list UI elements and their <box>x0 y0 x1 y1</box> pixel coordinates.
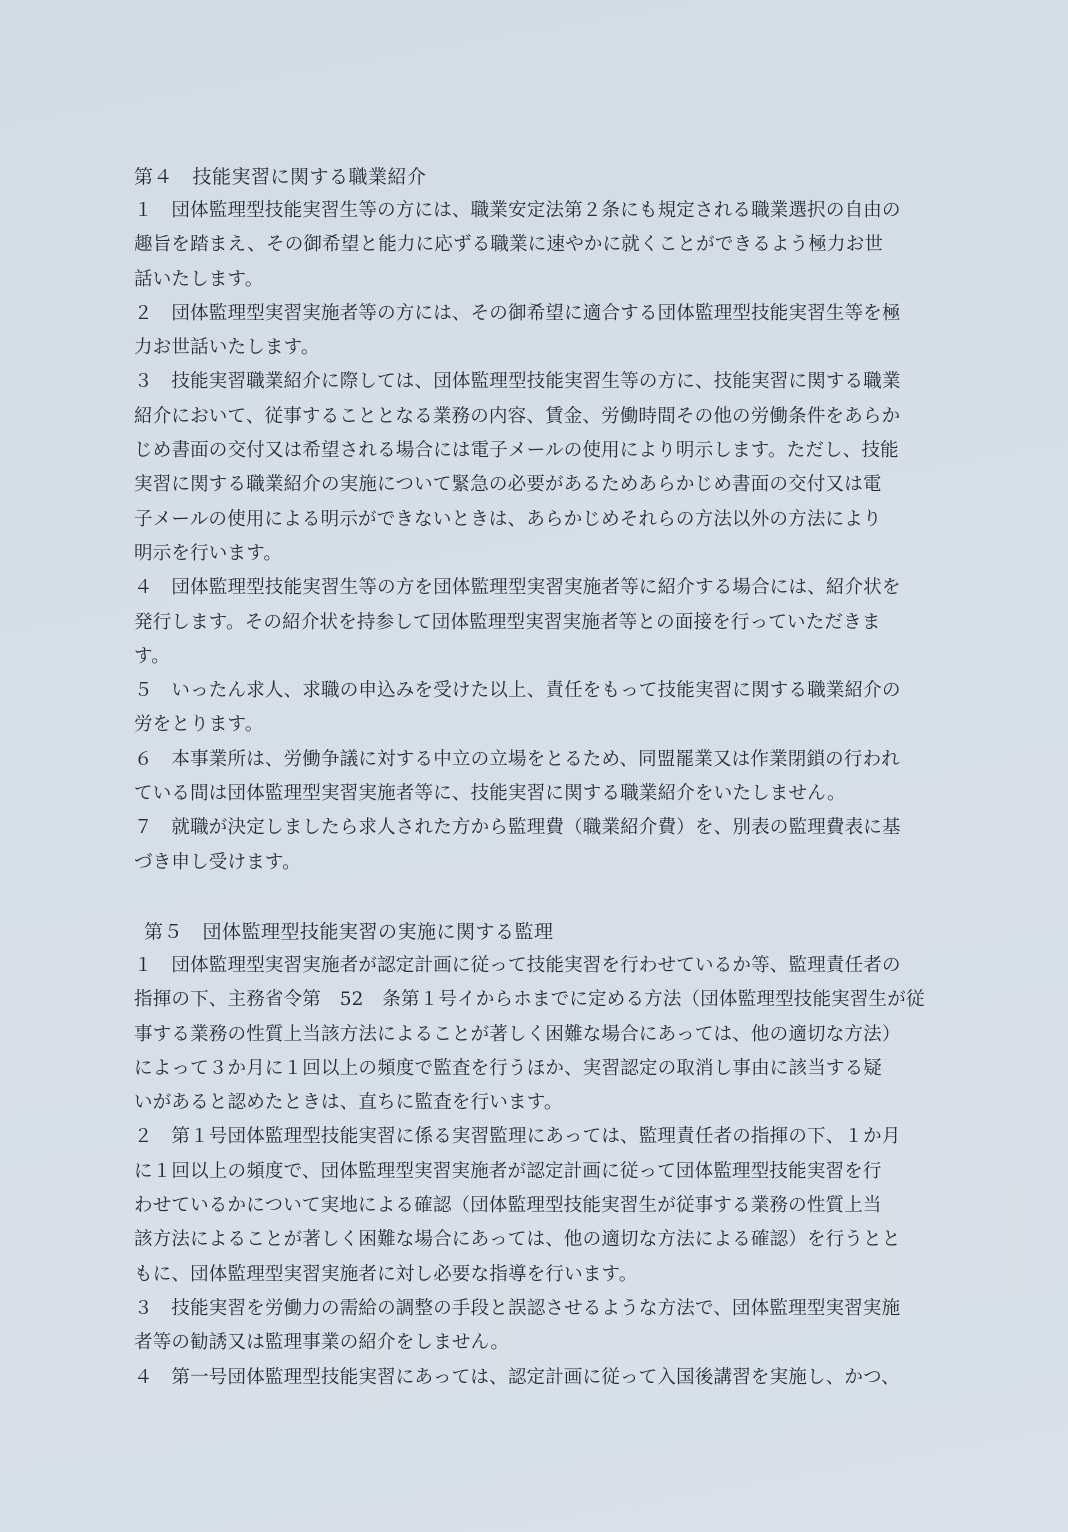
paragraph-line: 実習に関する職業紹介の実施について緊急の必要があるためあらかじめ書面の交付又は電 <box>134 474 882 496</box>
paragraph-line: 者等の勧誘又は監理事業の紹介をしません。 <box>134 1332 510 1354</box>
paragraph-line: ６ 本事業所は、労働争議に対する中立の立場をとるため、同盟罷業又は作業閉鎖の行われ <box>134 748 900 770</box>
numbered-paragraph <box>134 1120 934 1291</box>
paragraph-line: じめ書面の交付又は希望される場合には電子メールの使用により明示します。ただし、技能 <box>134 440 899 462</box>
paragraph-line: ７ 就職が決定しましたら求人された方から監理費（職業紹介費）を、別表の監理費表に基 <box>134 817 901 839</box>
section-heading: 第５ 団体監理型技能実習の実施に関する監理 <box>144 920 554 943</box>
paragraph-line: ２ 第１号団体監理型技能実習に係る実習監理にあっては、監理責任者の指揮の下、１か月 <box>134 1126 901 1148</box>
section-heading: 第４ 技能実習に関する職業紹介 <box>134 166 427 188</box>
section-items <box>134 949 934 1395</box>
paragraph-line: 事する業務の性質上当該方法によることが著しく困難な場合にあっては、他の適切な方法） <box>134 1023 901 1045</box>
paragraph-line: ３ 技能実習職業紹介に際しては、団体監理型技能実習生等の方に、技能実習に関する職業 <box>134 371 901 393</box>
paragraph-line: いがあると認めたときは、直ちに監査を行います。 <box>134 1092 563 1114</box>
document-page <box>134 160 934 1395</box>
paragraph-line: ５ いったん求人、求職の申込みを受けた以上、責任をもって技能実習に関する職業紹介の <box>134 680 901 702</box>
paragraph-line: に１回以上の頻度で、団体監理型実習実施者が認定計画に従って団体監理型技能実習を行 <box>134 1160 882 1182</box>
section-items <box>134 194 934 880</box>
numbered-paragraph <box>134 949 934 1120</box>
paragraph-line: １ 団体監理型実習実施者が認定計画に従って技能実習を行わせているか等、監理責任者の <box>134 954 901 976</box>
numbered-paragraph <box>134 1292 934 1361</box>
paragraph-line: 労をとります。 <box>134 714 264 736</box>
numbered-paragraph <box>134 571 934 674</box>
section-5 <box>134 915 934 1395</box>
paragraph-line: 指揮の下、主務省令第 52 条第１号イからホまでに定める方法（団体監理型技能実習生が従 <box>134 989 925 1011</box>
paragraph-line: ３ 技能実習を労働力の需給の調整の手段と誤認させるような方法で、団体監理型実習実施 <box>134 1297 901 1319</box>
paragraph-line: 該方法によることが著しく困難な場合にあっては、他の適切な方法による確認）を行うとと <box>134 1229 901 1251</box>
numbered-paragraph <box>134 194 934 297</box>
paragraph-line: す。 <box>134 645 170 667</box>
paragraph-line: ２ 団体監理型実習実施者等の方には、その御希望に適合する団体監理型技能実習生等を極 <box>134 302 901 324</box>
numbered-paragraph <box>134 743 934 812</box>
paragraph-line: 子メールの使用による明示ができないときは、あらかじめそれらの方法以外の方法により <box>134 508 882 530</box>
paragraph-line: ４ 第一号団体監理型技能実習にあっては、認定計画に従って入国後講習を実施し、かつ、 <box>134 1366 900 1388</box>
numbered-paragraph <box>134 365 934 571</box>
paragraph-line: 話いたします。 <box>134 268 264 290</box>
paragraph-line: 明示を行います。 <box>134 542 283 564</box>
numbered-paragraph <box>134 811 934 880</box>
paragraph-line: づき申し受けます。 <box>134 851 301 873</box>
paragraph-line: 紹介において、従事することとなる業務の内容、賃金、労働時間その他の労働条件をあらか <box>134 405 901 427</box>
paragraph-line: わせているかについて実地による確認（団体監理型技能実習生が従事する業務の性質上当 <box>134 1195 882 1217</box>
paragraph-line: 趣旨を踏まえ、その御希望と能力に応ずる職業に速やかに就くことができるよう極力お世 <box>134 234 884 256</box>
section-4 <box>134 160 934 880</box>
paragraph-line: 力お世話いたします。 <box>134 337 320 359</box>
paragraph-line: ４ 団体監理型技能実習生等の方を団体監理型実習実施者等に紹介する場合には、紹介状を <box>134 577 901 599</box>
paragraph-line: もに、団体監理型実習実施者に対し必要な指導を行います。 <box>134 1263 638 1285</box>
paragraph-line: によって３か月に１回以上の頻度で監査を行うほか、実習認定の取消し事由に該当する疑 <box>134 1057 883 1079</box>
numbered-paragraph <box>134 1361 934 1395</box>
numbered-paragraph <box>134 674 934 743</box>
numbered-paragraph <box>134 297 934 366</box>
paragraph-line: １ 団体監理型技能実習生等の方には、職業安定法第２条にも規定される職業選択の自由の <box>134 200 901 221</box>
paragraph-line: ている間は団体監理型実習実施者等に、技能実習に関する職業紹介をいたしません。 <box>134 783 846 805</box>
paragraph-line: 発行します。その紹介状を持参して団体監理型実習実施者等との面接を行っていただきま <box>134 611 881 633</box>
